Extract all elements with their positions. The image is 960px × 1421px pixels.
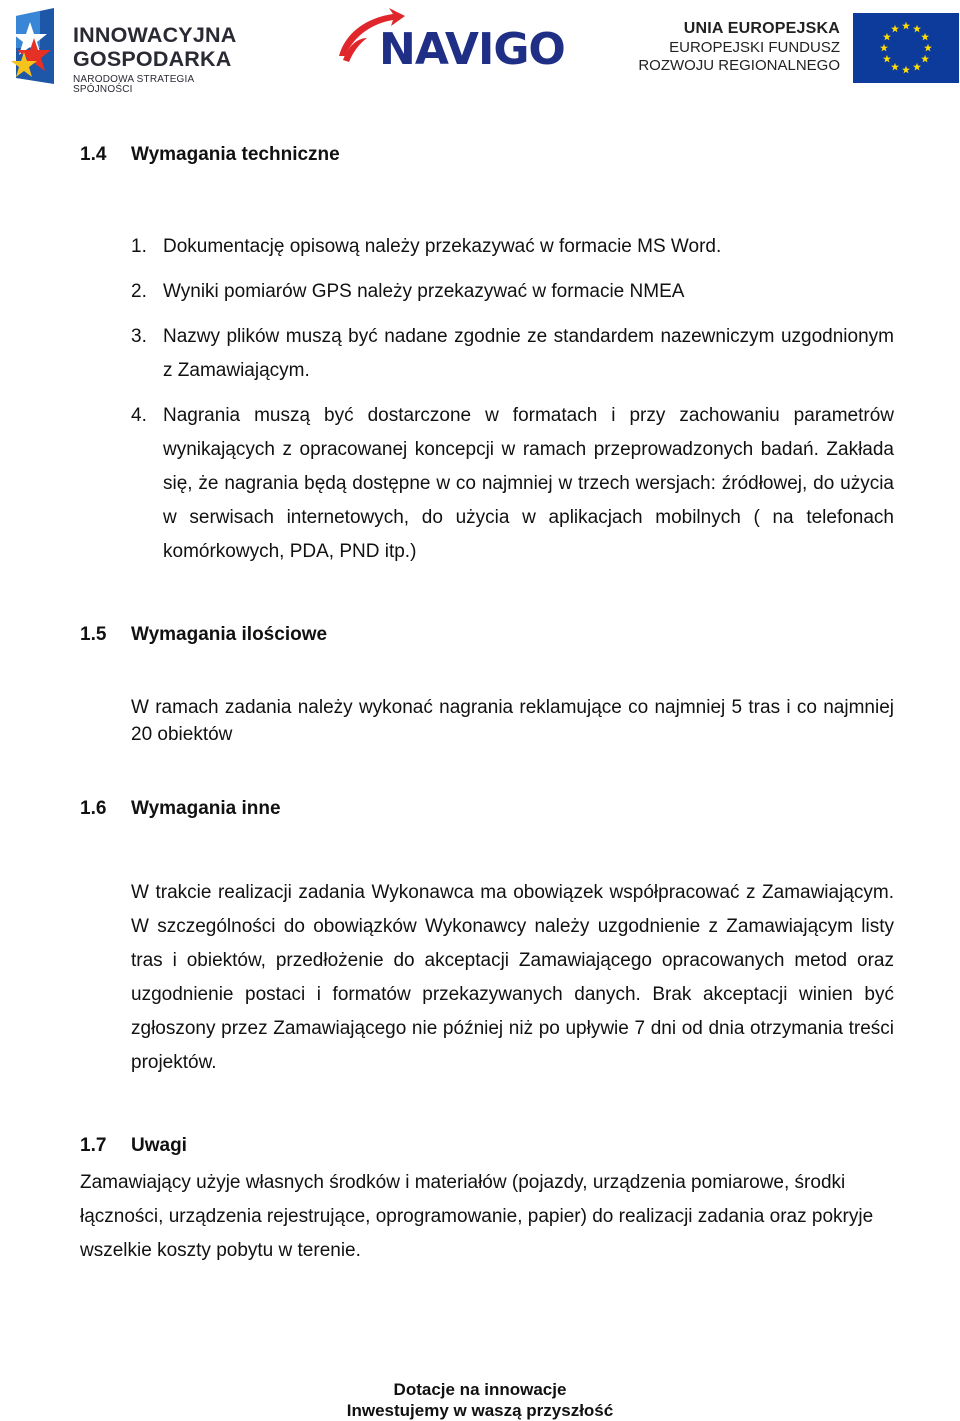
section-1-6-paragraph: W trakcie realizacji zadania Wykonawca ma obowiązek współpracować z Zamawiającym. W szczególności do obowiązków Wykonawcy należy uzgodnienie z Zamawiającym listy tras i obiektów, przedłożenie do akceptacji Zamawiającego opracowanych metod oraz uzgodnienie postaci i formatów przekazywanych danych. Brak akceptacji winien być zgłoszony przez Zamawiającego nie później niż po upływie 7 dni od dnia otrzymania treści projektów. <box>131 882 894 1073</box>
list-item-text: Nagrania muszą być dostarczone w formatach i przy zachowaniu parametrów wynikających z opracowanej koncepcji w ramach przeprowadzonych badań. Zakłada się, że nagrania będą dostępne w co najmniej w trzech wersjach: źródłowej, do użycia w serwisach internetowych, do użycia w aplikacjach mobilnych ( na telefonach komórkowych, PDA, PND itp.) <box>163 405 894 562</box>
eu-flag-icon <box>853 13 959 83</box>
list-item-text: Wyniki pomiarów GPS należy przekazywać w formacie NMEA <box>163 281 685 302</box>
eu-line-1: UNIA EUROPEJSKA <box>683 20 840 37</box>
section-title: Wymagania inne <box>131 798 281 819</box>
list-item-text: Nazwy plików muszą być nadane zgodnie ze standardem nazewniczym uzgodnionym z Zamawiającym. <box>163 326 894 381</box>
list-item <box>131 399 894 569</box>
section-number: 1.4 <box>80 144 107 165</box>
section-number: 1.6 <box>80 798 107 819</box>
navigo-logo <box>335 4 565 76</box>
section-title: Wymagania ilościowe <box>131 624 328 645</box>
logo-line-2: GOSPODARKA <box>73 46 232 71</box>
list-item <box>131 275 894 309</box>
section-1-6-heading <box>80 798 480 822</box>
section-number: 1.5 <box>80 624 107 645</box>
eu-line-3: ROZWOJU REGIONALNEGO <box>638 57 840 74</box>
logo-line-1: INNOWACYJNA <box>73 23 237 47</box>
eu-flag <box>853 13 959 83</box>
list-item <box>131 230 894 264</box>
list-item-number: 3. <box>131 326 147 347</box>
eu-fund-text <box>638 21 840 73</box>
list-item <box>131 320 894 388</box>
logo-line-3: NARODOWA STRATEGIA SPÓJNOŚCI <box>73 74 194 95</box>
list-item-number: 1. <box>131 236 147 257</box>
footer-line-2: Inwestujemy w waszą przyszłość <box>346 1401 614 1420</box>
page-footer <box>0 1379 960 1421</box>
footer-line-1: Dotacje na innowacje <box>393 1380 567 1399</box>
innowacyjna-gospodarka-logo <box>10 8 250 95</box>
navigo-wordmark: NAVIGO <box>379 24 565 75</box>
list-item-number: 2. <box>131 281 147 302</box>
list-item-number: 4. <box>131 405 147 426</box>
section-1-7-heading <box>80 1135 480 1159</box>
section-title: Wymagania techniczne <box>131 144 340 165</box>
section-1-5-heading <box>80 624 480 648</box>
eu-line-2: EUROPEJSKI FUNDUSZ <box>669 39 840 56</box>
list-item-text: Dokumentację opisową należy przekazywać w formacie MS Word. <box>163 236 722 257</box>
section-title: Uwagi <box>131 1135 187 1156</box>
section-1-4-heading <box>80 144 480 168</box>
section-number: 1.7 <box>80 1135 107 1156</box>
section-1-7-paragraph: Zamawiający użyje własnych środków i materiałów (pojazdy, urządzenia pomiarowe, środki łączności, urządzenia rejestrujące, oprogramowanie, papier) do realizacji zadania oraz pokryje wszelkie koszty pobytu w terenie. <box>80 1172 874 1261</box>
innowacyjna-gospodarka-emblem-icon <box>10 8 68 84</box>
section-1-5-paragraph: W ramach zadania należy wykonać nagrania reklamujące co najmniej 5 tras i co najmniej 20 obiektów <box>131 697 894 745</box>
